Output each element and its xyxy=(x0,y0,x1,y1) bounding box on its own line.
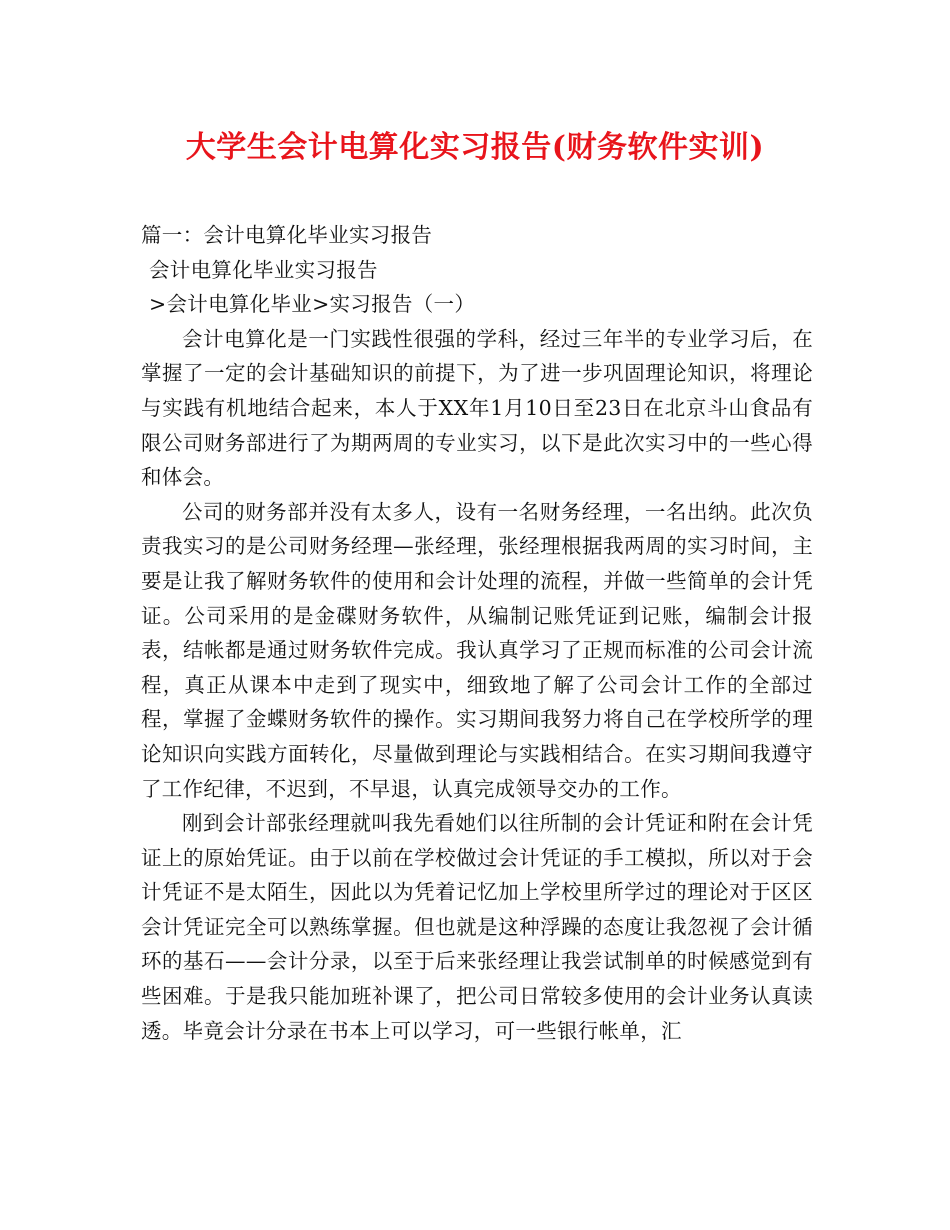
paragraph-2: 公司的财务部并没有太多人，设有一名财务经理，一名出纳。此次负责我实习的是公司财务经理—张经理，张经理根据我两周的实习时间，主要是让我了解财务软件的使用和会计处理的流程，并做一些简单的会计凭证。公司采用的是金碟财务软件，从编制记账凭证到记账，编制会计报表，结帐都是通过财务软件完成。我认真学习了正规而标准的公司会计流程，真正从课本中走到了现实中，细致地了解了公司会计工作的全部过程，掌握了金蝶财务软件的操作。实习期间我努力将自己在学校所学的理论知识向实践方面转化，尽量做到理论与实践相结合。在实习期间我遵守了工作纪律，不迟到，不早退，认真完成领导交办的工作。 xyxy=(141,499,813,801)
document-body xyxy=(141,218,813,1048)
report-subheading: >会计电算化毕业>实习报告（一） xyxy=(149,292,476,317)
paragraph-1: 会计电算化是一门实践性很强的学科，经过三年半的专业学习后，在掌握了一定的会计基础知识的前提下，为了进一步巩固理论知识，将理论与实践有机地结合起来，本人于XX年1月10日至23日在北京斗山食品有限公司财务部进行了为期两周的专业实习，以下是此次实习中的一些心得和体会。 xyxy=(141,326,813,490)
paragraph-3: 刚到会计部张经理就叫我先看她们以往所制的会计凭证和附在会计凭证上的原始凭证。由于以前在学校做过会计凭证的手工模拟，所以对于会计凭证不是太陌生，因此以为凭着记忆加上学校里所学过的理论对于区区会计凭证完全可以熟练掌握。但也就是这种浮躁的态度让我忽视了会计循环的基石——会计分录，以至于后来张经理让我尝试制单的时候感觉到有些困难。于是我只能加班补课了，把公司日常较多使用的会计业务认真读透。毕竟会计分录在书本上可以学习，可一些银行帐单，汇 xyxy=(141,811,813,1043)
report-heading: 会计电算化毕业实习报告 xyxy=(149,257,378,282)
section-heading: 篇一：会计电算化毕业实习报告 xyxy=(141,223,433,247)
document-title: 大学生会计电算化实习报告(财务软件实训) xyxy=(185,130,765,165)
